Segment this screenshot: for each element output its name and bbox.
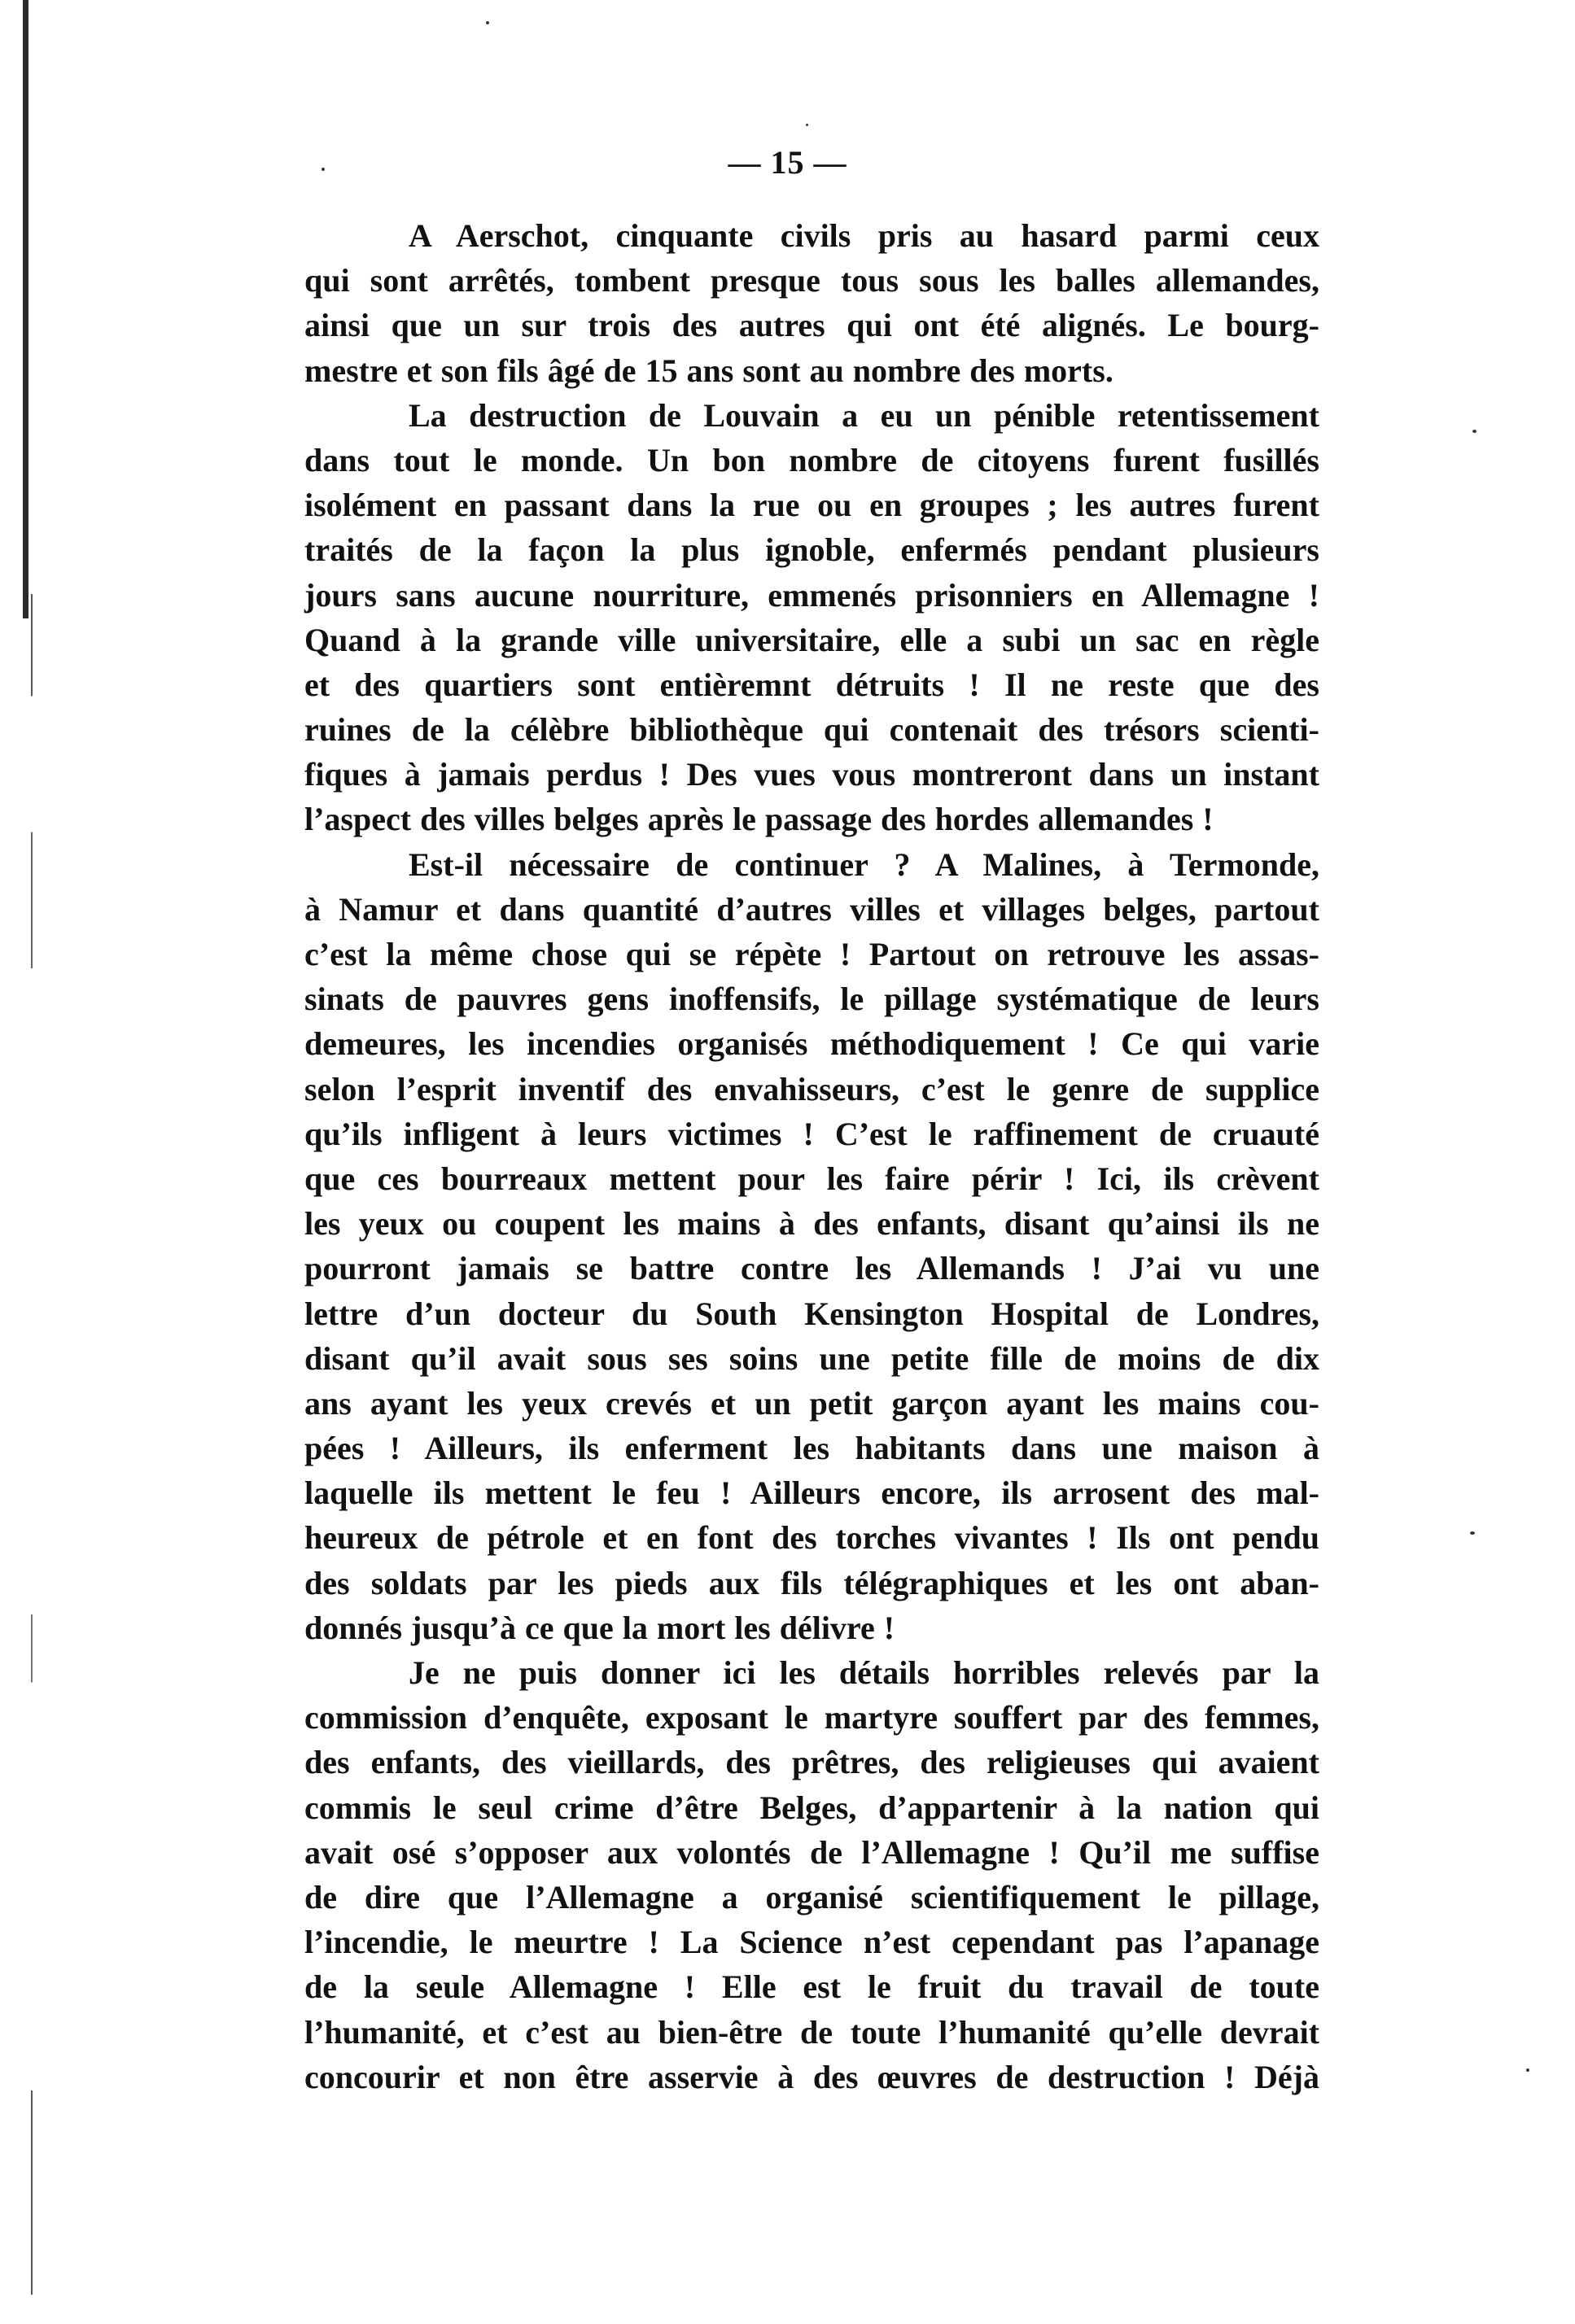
text-line: l’humanité, et c’est au bien-être de toute l’humanité qu’elle devrait <box>304 2013 1319 2051</box>
text-line: les yeux ou coupent les mains à des enfants, disant qu’ainsi ils ne <box>304 1205 1319 1243</box>
text-line: ruines de la célèbre bibliothèque qui contenait des trésors scienti- <box>304 711 1319 749</box>
text-line: Quand à la grande ville universitaire, elle a subi un sac en règle <box>304 621 1319 658</box>
text-line: pourront jamais se battre contre les Allemands ! J’ai vu une <box>304 1250 1319 1287</box>
text-line: concourir et non être asservie à des œuvres de destruction ! Déjà <box>304 2058 1319 2095</box>
text-line: mestre et son fils âgé de 15 ans sont au nombre des morts. <box>304 352 1113 389</box>
page-number: — 15 — <box>728 144 847 181</box>
scanned-page-edge-shadow <box>31 594 33 2295</box>
text-line: pées ! Ailleurs, ils enferment les habitants dans une maison à <box>304 1430 1319 1467</box>
text-line: fiques à jamais perdus ! Des vues vous montreront dans un instant <box>304 756 1319 793</box>
text-line: Je ne puis donner ici les détails horribles relevés par la <box>409 1654 1319 1691</box>
scan-speck <box>1472 430 1477 433</box>
text-line: disant qu’il avait sous ses soins une petite fille de moins de dix <box>304 1339 1319 1377</box>
text-line: de dire que l’Allemagne a organisé scientifiquement le pillage, <box>304 1878 1319 1916</box>
paragraph <box>304 213 1319 393</box>
scan-speck <box>1470 1531 1475 1535</box>
text-line: dans tout le monde. Un bon nombre de citoyens furent fusillés <box>304 441 1319 478</box>
paragraph <box>304 393 1319 842</box>
text-line: qu’ils infligent à leurs victimes ! C’est le raffinement de cruauté <box>304 1115 1319 1152</box>
document-body <box>304 213 1319 2099</box>
text-line: c’est la même chose qui se répète ! Partout on retrouve les assas- <box>304 936 1319 972</box>
text-line: que ces bourreaux mettent pour les faire périr ! Ici, ils crèvent <box>304 1160 1319 1197</box>
text-line: de la seule Allemagne ! Elle est le fruit du travail de toute <box>304 1968 1319 2006</box>
text-line: à Namur et dans quantité d’autres villes et villages belges, partout <box>304 890 1319 928</box>
paragraph <box>304 1650 1319 2099</box>
text-line: selon l’esprit inventif des envahisseurs, c’est le genre de supplice <box>304 1070 1319 1107</box>
text-line: traités de la façon la plus ignoble, enfermés pendant plusieurs <box>304 531 1319 569</box>
text-line: A Aerschot, cinquante civils pris au hasard parmi ceux <box>409 217 1319 254</box>
text-line: La destruction de Louvain a eu un pénible retentissement <box>409 396 1319 434</box>
text-line: heureux de pétrole et en font des torches vivantes ! Ils ont pendu <box>304 1519 1319 1557</box>
text-line: lettre d’un docteur du South Kensington Hospital de Londres, <box>304 1295 1319 1332</box>
text-line: qui sont arrêtés, tombent presque tous sous les balles allemandes, <box>304 262 1319 299</box>
text-line: l’incendie, le meurtre ! La Science n’est cependant pas l’apanage <box>304 1924 1319 1961</box>
text-line: Est-il nécessaire de continuer ? A Malines, à Termonde, <box>409 845 1319 883</box>
text-line: commission d’enquête, exposant le martyre souffert par des femmes, <box>304 1699 1319 1736</box>
text-line: donnés jusqu’à ce que la mort les délivre ! <box>304 1609 895 1646</box>
scan-speck <box>486 21 489 24</box>
scan-speck <box>806 124 808 126</box>
text-line: ainsi que un sur trois des autres qui ont été alignés. Le bourg- <box>304 307 1319 344</box>
scanned-page-edge <box>23 0 28 618</box>
text-line: des enfants, des vieillards, des prêtres, des religieuses qui avaient <box>304 1744 1319 1781</box>
text-line: isolément en passant dans la rue ou en groupes ; les autres furent <box>304 487 1319 524</box>
text-line: sinats de pauvres gens inoffensifs, le pillage systématique de leurs <box>304 981 1319 1018</box>
text-line: demeures, les incendies organisés méthodiquement ! Ce qui varie <box>304 1025 1319 1063</box>
text-line: avait osé s’opposer aux volontés de l’Allemagne ! Qu’il me suffise <box>304 1833 1319 1871</box>
text-line: jours sans aucune nourriture, emmenés prisonniers en Allemagne ! <box>304 576 1319 614</box>
text-line: l’aspect des villes belges après le passage des hordes allemandes ! <box>304 801 1214 838</box>
scan-speck <box>1526 2068 1529 2072</box>
text-line: commis le seul crime d’être Belges, d’appartenir à la nation qui <box>304 1789 1319 1826</box>
text-line: des soldats par les pieds aux fils télégraphiques et les ont aban- <box>304 1564 1319 1601</box>
text-line: et des quartiers sont entièremnt détruits ! Il ne reste que des <box>304 666 1319 703</box>
paragraph <box>304 842 1319 1650</box>
text-line: ans ayant les yeux crevés et un petit garçon ayant les mains cou- <box>304 1384 1319 1422</box>
text-line: laquelle ils mettent le feu ! Ailleurs encore, ils arrosent des mal- <box>304 1474 1319 1512</box>
